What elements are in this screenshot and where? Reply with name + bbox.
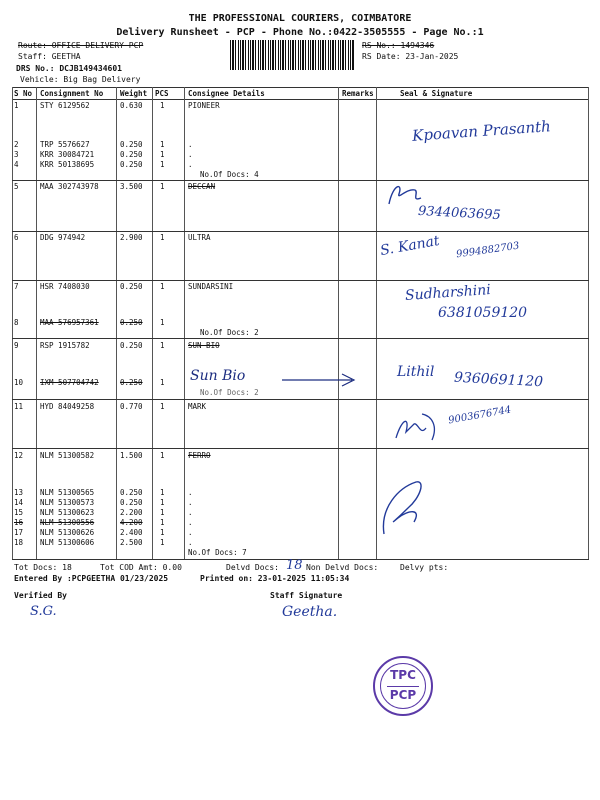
company-title: THE PROFESSIONAL COURIERS, COIMBATORE xyxy=(188,13,412,24)
row-sno: 1 xyxy=(14,101,19,110)
row-consignee: . xyxy=(188,140,193,149)
company-stamp xyxy=(373,656,433,716)
row-sno: 5 xyxy=(14,182,19,191)
row-consignment: NLM 51300582 xyxy=(40,451,95,460)
row-weight: 2.500 xyxy=(120,538,143,547)
row-consignment: DDG 974942 xyxy=(40,233,86,242)
row-sno: 3 xyxy=(14,150,19,159)
row-consignee: . xyxy=(188,488,193,497)
signature-row10: Lithil xyxy=(397,364,435,380)
docs-count-3: No.Of Docs: 2 xyxy=(200,388,259,397)
row-consignee: DECCAN xyxy=(188,182,216,191)
row-sno: 6 xyxy=(14,233,19,242)
row-consignee: . xyxy=(188,518,193,527)
row-consignment: MAA 576957361 xyxy=(40,318,99,327)
row-pcs: 1 xyxy=(160,318,165,327)
col-remarks: Remarks xyxy=(342,89,374,98)
row-pcs: 1 xyxy=(160,282,165,291)
col-sep xyxy=(152,87,153,559)
row-weight: 2.900 xyxy=(120,233,143,242)
row-consignment: NLM 51300565 xyxy=(40,488,95,497)
row-pcs: 1 xyxy=(160,488,165,497)
row-consignee: . xyxy=(188,160,193,169)
row-pcs: 1 xyxy=(160,538,165,547)
signature-row11-scribble xyxy=(392,408,444,444)
col-seal: Seal & Signature xyxy=(400,89,473,98)
total-docs: Tot Docs: 18 xyxy=(14,563,72,572)
row-consignment: NLM 51300556 xyxy=(40,518,95,527)
row-sno: 2 xyxy=(14,140,19,149)
stamp-top-text: TPC xyxy=(390,668,416,682)
row-sno: 16 xyxy=(14,518,24,527)
row-consignment: NLM 51300606 xyxy=(40,538,95,547)
row-consignment: MAA 302743978 xyxy=(40,182,99,191)
printed-on: Printed on: 23-01-2025 11:05:34 xyxy=(200,574,350,583)
docs-count-2: No.Of Docs: 2 xyxy=(200,328,259,337)
row-consignee: SUNDARSINI xyxy=(188,282,234,291)
route-label: Route: OFFICE DELIVERY PCP xyxy=(18,41,144,50)
row-weight: 2.200 xyxy=(120,508,143,517)
row-consignee: . xyxy=(188,498,193,507)
row-weight: 0.250 xyxy=(120,160,143,169)
row-pcs: 1 xyxy=(160,140,165,149)
remark-row10: Sun Bio xyxy=(190,368,246,384)
col-sno: S No xyxy=(14,89,33,98)
staff-signature: Geetha. xyxy=(282,604,338,620)
col-sep xyxy=(184,87,185,559)
row-weight: 0.250 xyxy=(120,498,143,507)
row-consignment: KRR 30084721 xyxy=(40,150,95,159)
phone-row6: 9994882703 xyxy=(455,240,521,261)
row-sno: 18 xyxy=(14,538,24,547)
row-weight: 0.250 xyxy=(120,341,143,350)
row-consignee: . xyxy=(188,150,193,159)
entered-by: Entered By :PCPGEETHA 01/23/2025 xyxy=(14,574,169,583)
row-consignment: NLM 51300573 xyxy=(40,498,95,507)
stamp-divider xyxy=(387,686,419,687)
row-sno: 15 xyxy=(14,508,24,517)
row-sno: 10 xyxy=(14,378,24,387)
signature-row6: S. Kanat xyxy=(379,232,441,260)
row-consignee: PIONEER xyxy=(188,101,220,110)
row-pcs: 1 xyxy=(160,451,165,460)
row-sno: 13 xyxy=(14,488,24,497)
row-divider xyxy=(12,338,589,339)
row-consignment: NLM 51300623 xyxy=(40,508,95,517)
row-pcs: 1 xyxy=(160,528,165,537)
row-consignee: MARK xyxy=(188,402,207,411)
row-sno: 9 xyxy=(14,341,19,350)
row-pcs: 1 xyxy=(160,518,165,527)
row-weight: 0.250 xyxy=(120,282,143,291)
col-weight: Weight xyxy=(120,89,148,98)
col-sep xyxy=(12,87,13,559)
row-sno: 4 xyxy=(14,160,19,169)
row-divider xyxy=(12,280,589,281)
phone-row7: 6381059120 xyxy=(438,305,528,321)
signature-row7: Sudharshini xyxy=(404,282,492,304)
staff-signature-label: Staff Signature xyxy=(270,591,343,600)
row-weight: 0.250 xyxy=(120,378,143,387)
col-consignment: Consignment No xyxy=(40,89,104,98)
arrow-icon xyxy=(280,372,360,388)
docs-count-4: No.Of Docs: 7 xyxy=(188,548,247,557)
row-pcs: 1 xyxy=(160,182,165,191)
row-weight: 0.250 xyxy=(120,150,143,159)
row-consignment: NLM 51300626 xyxy=(40,528,95,537)
non-delivered-label: Non Delvd Docs: xyxy=(306,563,379,572)
row-weight: 0.630 xyxy=(120,101,143,110)
col-consignee: Consignee Details xyxy=(188,89,265,98)
row-weight: 3.500 xyxy=(120,182,143,191)
row-divider xyxy=(12,231,589,232)
row-sno: 8 xyxy=(14,318,19,327)
row-consignee: SUN BIO xyxy=(188,341,220,350)
row-sno: 7 xyxy=(14,282,19,291)
row-sno: 11 xyxy=(14,402,24,411)
row-consignee: . xyxy=(188,538,193,547)
delivered-docs-label: Delvd Docs: xyxy=(226,563,279,572)
row-consignment: HSR 7408030 xyxy=(40,282,90,291)
phone-row11: 9003676744 xyxy=(447,404,513,427)
row-pcs: 1 xyxy=(160,508,165,517)
delivered-docs-count: 18 xyxy=(286,558,303,573)
row-consignment: IXM 507704742 xyxy=(40,378,99,387)
row-consignee: FERRO xyxy=(188,451,211,460)
rs-no: RS No.: 1494346 xyxy=(362,41,435,50)
row-consignment: TRP 5576627 xyxy=(40,140,90,149)
row-weight: 0.250 xyxy=(120,140,143,149)
stamp-bottom-text: PCP xyxy=(389,688,417,702)
signature-row12-scribble xyxy=(378,478,428,538)
col-pcs: PCS xyxy=(155,89,169,98)
row-consignee: ULTRA xyxy=(188,233,211,242)
col-sep xyxy=(338,87,339,559)
col-sep xyxy=(588,87,589,559)
row-consignee: . xyxy=(188,508,193,517)
barcode xyxy=(230,40,355,70)
row-pcs: 1 xyxy=(160,378,165,387)
delivery-points-label: Delvy pts: xyxy=(400,563,449,572)
row-pcs: 1 xyxy=(160,101,165,110)
row-divider xyxy=(12,180,589,181)
verified-by-label: Verified By xyxy=(14,591,67,600)
verified-signature: S.G. xyxy=(30,604,57,619)
row-consignment: RSP 1915782 xyxy=(40,341,90,350)
col-sep xyxy=(376,87,377,559)
row-consignee: . xyxy=(188,528,193,537)
row-pcs: 1 xyxy=(160,402,165,411)
row-divider xyxy=(12,448,589,449)
row-pcs: 1 xyxy=(160,150,165,159)
table-header-rule xyxy=(12,99,589,100)
signature-row1: Kpoavan Prasanth xyxy=(411,117,552,145)
row-weight: 0.250 xyxy=(120,488,143,497)
row-sno: 12 xyxy=(14,451,24,460)
rs-date: RS Date: 23-Jan-2025 xyxy=(362,52,459,61)
docs-count-1: No.Of Docs: 4 xyxy=(200,170,259,179)
row-divider xyxy=(12,399,589,400)
col-sep xyxy=(116,87,117,559)
row-pcs: 1 xyxy=(160,341,165,350)
row-weight: 2.400 xyxy=(120,528,143,537)
row-weight: 0.250 xyxy=(120,318,143,327)
drs-no: DRS No.: DCJB149434601 xyxy=(16,64,122,73)
row-sno: 14 xyxy=(14,498,24,507)
phone-row10: 9360691120 xyxy=(453,369,544,391)
runsheet-subtitle: Delivery Runsheet - PCP - Phone No.:0422-3505555 - Page No.:1 xyxy=(116,27,484,38)
col-sep xyxy=(36,87,37,559)
row-weight: 0.770 xyxy=(120,402,143,411)
row-weight: 1.500 xyxy=(120,451,143,460)
row-consignment: KRR 50138695 xyxy=(40,160,95,169)
row-pcs: 1 xyxy=(160,498,165,507)
row-sno: 17 xyxy=(14,528,24,537)
row-consignment: HYD 84049258 xyxy=(40,402,95,411)
row-consignment: STY 6129562 xyxy=(40,101,90,110)
staff-label: Staff: GEETHA xyxy=(18,52,81,61)
row-weight: 4.200 xyxy=(120,518,143,527)
total-cod: Tot COD Amt: 0.00 xyxy=(100,563,182,572)
table-top-rule xyxy=(12,87,589,88)
phone-row5: 9344063695 xyxy=(417,203,502,224)
row-pcs: 1 xyxy=(160,233,165,242)
row-pcs: 1 xyxy=(160,160,165,169)
vehicle-label: Vehicle: Big Bag Delivery xyxy=(20,75,141,84)
